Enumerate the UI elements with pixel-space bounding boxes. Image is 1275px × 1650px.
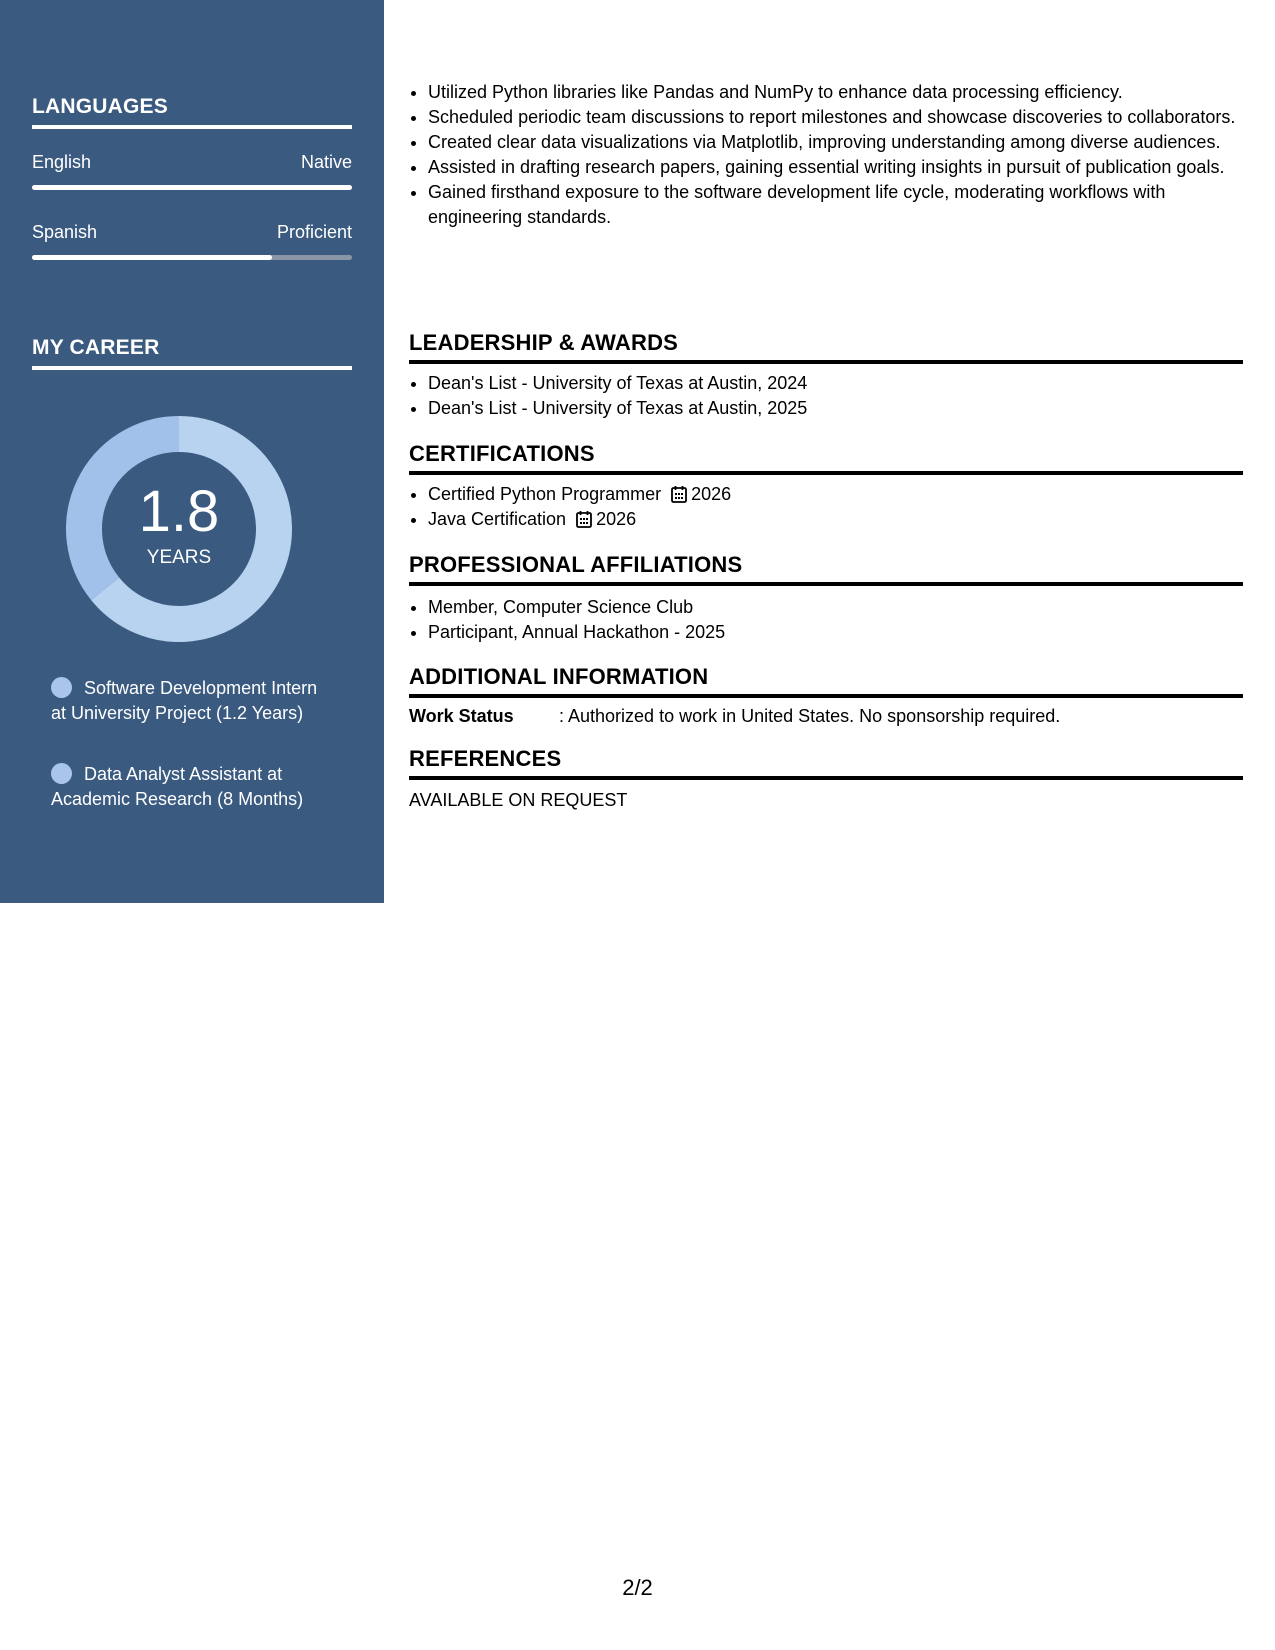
certification-year: 2026 — [596, 509, 637, 529]
language-level: Native — [300, 152, 352, 172]
section-heading: REFERENCES — [409, 746, 1243, 780]
career-donut-chart — [66, 416, 292, 642]
career-legend-item — [51, 676, 331, 726]
sidebar — [0, 0, 384, 903]
references-section — [409, 746, 1243, 811]
career-total-value: 1.8 — [138, 479, 220, 544]
work-status-row — [409, 706, 1243, 727]
language-bar — [32, 255, 352, 260]
references-text: AVAILABLE ON REQUEST — [409, 790, 628, 810]
career-legend-label: Software Development Intern at University Project (1.2 Years) — [51, 678, 318, 723]
certification-year: 2026 — [691, 484, 732, 504]
career-total-unit: YEARS — [146, 547, 212, 568]
affiliations-section — [409, 552, 1243, 645]
language-level: Proficient — [276, 222, 352, 242]
language-name: English — [32, 152, 92, 172]
certifications-section — [409, 441, 1243, 532]
list-item: • Participant, Annual Hackathon - 2025 — [428, 620, 1243, 645]
legend-dot-icon — [51, 677, 72, 698]
legend-dot-icon — [51, 763, 72, 784]
section-heading: PROFESSIONAL AFFILIATIONS — [409, 552, 1243, 586]
list-item: • Utilized Python libraries like Pandas and NumPy to enhance data processing efficiency. — [428, 80, 1243, 105]
section-heading: LEADERSHIP & AWARDS — [409, 330, 1243, 364]
section-heading: ADDITIONAL INFORMATION — [409, 664, 1243, 698]
list-item — [428, 482, 1243, 507]
calendar-icon — [671, 485, 687, 503]
experience-bullets — [409, 80, 1243, 230]
language-english — [32, 152, 352, 190]
language-bar-fill — [32, 255, 272, 260]
list-item: • Scheduled periodic team discussions to report milestones and showcase discoveries to collaborators. — [428, 105, 1243, 130]
language-bar-fill — [32, 185, 352, 190]
list-item: • Created clear data visualizations via Matplotlib, improving understanding among diverse audiences. — [428, 130, 1243, 155]
language-spanish — [32, 222, 352, 260]
certification-name: Java Certification — [428, 509, 567, 529]
list-item: • Dean's List - University of Texas at Austin, 2024 — [428, 371, 1243, 396]
list-item: • Assisted in drafting research papers, gaining essential writing insights in pursuit of publication goals. — [428, 155, 1243, 180]
certification-name: Certified Python Programmer — [428, 484, 662, 504]
page-number: 2/2 — [622, 1575, 653, 1600]
language-name: Spanish — [32, 222, 98, 242]
list-item: • Dean's List - University of Texas at Austin, 2025 — [428, 396, 1243, 421]
list-item: • Member, Computer Science Club — [428, 595, 1243, 620]
work-status-label: Work Status — [409, 706, 514, 726]
languages-heading: LANGUAGES — [32, 95, 352, 129]
additional-info-section — [409, 664, 1243, 727]
list-item: • Gained firsthand exposure to the software development life cycle, moderating workflows with engineering standards. — [428, 180, 1243, 230]
list-item — [428, 507, 1243, 532]
leadership-section — [409, 330, 1243, 421]
career-legend-item — [51, 762, 331, 812]
career-legend-label: Data Analyst Assistant at Academic Research (8 Months) — [51, 764, 304, 809]
career-heading: MY CAREER — [32, 336, 352, 370]
language-bar — [32, 185, 352, 190]
work-status-value: : Authorized to work in United States. No sponsorship required. — [559, 706, 1061, 726]
section-heading: CERTIFICATIONS — [409, 441, 1243, 475]
calendar-icon — [576, 510, 592, 528]
